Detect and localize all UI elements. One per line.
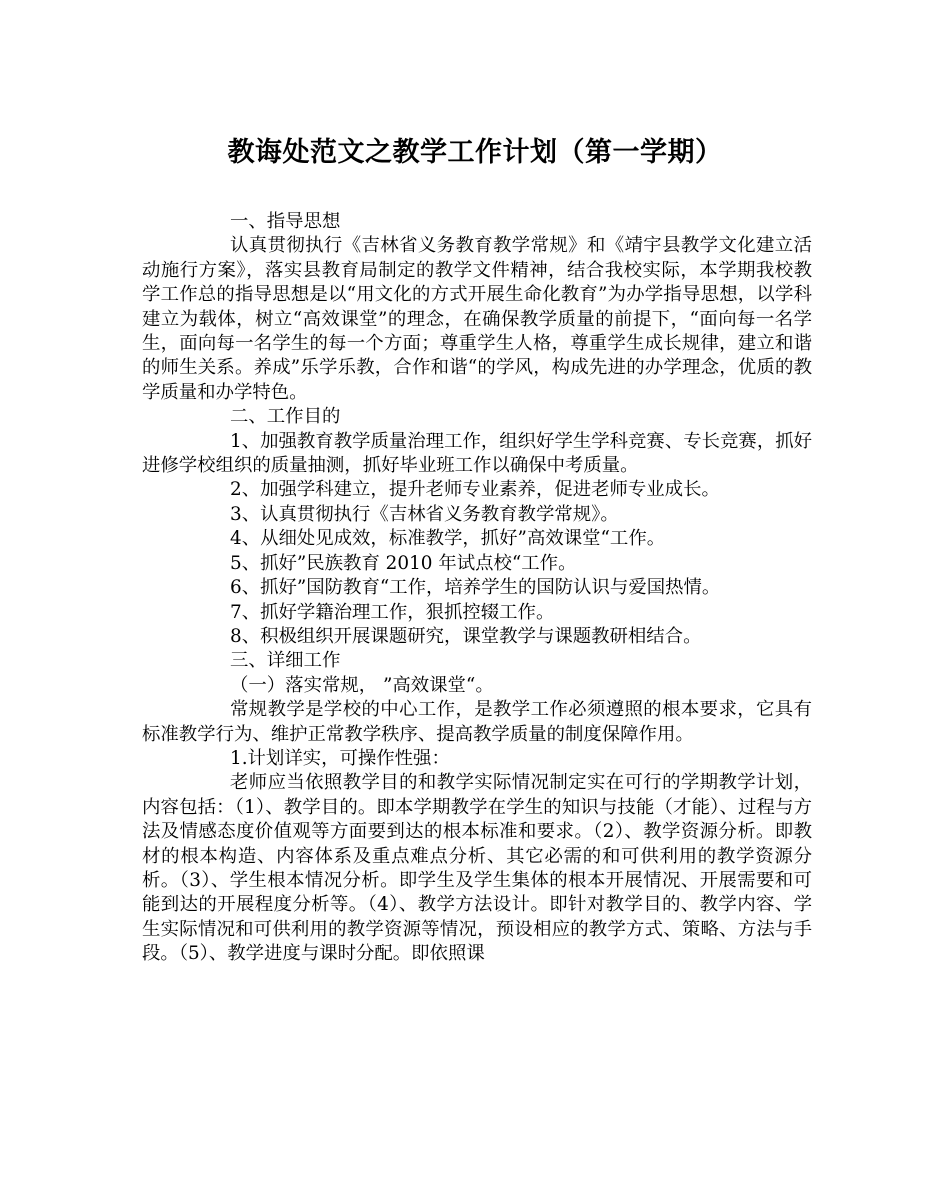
body-paragraph: 认真贯彻执行《吉林省义务教育教学常规》和《靖宇县教学文化建立活动施行方案》，落实县教育局制定的教学文件精神，结合我校实际，本学期我校教学工作总的指导思想是以“用文化的方式开展生命化教育”为办学指导思想，以学科建立为载体，树立“高效课堂”的理念，在确保教学质量的前提下，“面向每一名学生，面向每一名学生的每一个方面；尊重学生人格，尊重学生成长规律，建立和谐的师生关系。养成”乐学乐教，合作和谐“的学风，构成先进的办学理念，优质的教学质量和办学特色。 <box>142 235 812 403</box>
body-paragraph: 常规教学是学校的中心工作，是教学工作必须遵照的根本要求，它具有标准教学行为、维护正常教学秩序、提高教学质量的制度保障作用。 <box>142 699 812 745</box>
list-item: 6、抓好”国防教育“工作，培养学生的国防认识与爱国热情。 <box>230 577 721 599</box>
list-item: 8、积极组织开展课题研究，课堂教学与课题教研相结合。 <box>230 625 702 647</box>
section-heading: 三、详细工作 <box>230 650 341 672</box>
body-paragraph: 老师应当依照教学目的和教学实际情况制定实在可行的学期教学计划，内容包括：（1）、教学目的。即本学期教学在学生的知识与技能（才能）、过程与方法及情感态度价值观等方面要到达的根本标准和要求。（2）、教学资源分析。即教材的根本构造、内容体系及重点难点分析、其它必需的和可供利用的教学资源分析。（3）、学生根本情况分析。即学生及学生集体的根本开展情况、开展需要和可能到达的开展程度分析等。（4）、教学方法设计。即针对教学目的、教学内容、学生实际情况和可供利用的教学资源等情况，预设相应的教学方式、策略、方法与手段。（5）、教学进度与课时分配。即依照课 <box>142 772 812 965</box>
document-body <box>142 210 812 967</box>
list-item: 1、加强教育教学质量治理工作，组织好学生学科竞赛、专长竞赛，抓好进修学校组织的质量抽测，抓好毕业班工作以确保中考质量。 <box>142 430 812 477</box>
list-item: 3、认真贯彻执行《吉林省义务教育教学常规》。 <box>230 503 619 525</box>
section-heading: 二、工作目的 <box>230 406 341 428</box>
document-title: 教诲处范文之教学工作计划（第一学期） <box>227 137 723 168</box>
subsection-heading: （一）落实常规， ”高效课堂“。 <box>230 674 494 696</box>
subsection-heading: 1.计划详实，可操作性强： <box>230 747 450 769</box>
section-heading: 一、指导思想 <box>230 211 341 232</box>
list-item: 7、抓好学籍治理工作，狠抓控辍工作。 <box>230 601 555 623</box>
list-item: 5、抓好”民族教育 2010 年试点校“工作。 <box>230 552 577 574</box>
list-item: 4、从细处见成效，标准教学，抓好”高效课堂“工作。 <box>230 528 666 550</box>
list-item: 2、加强学科建立，提升老师专业素养，促进老师专业成长。 <box>230 479 720 501</box>
